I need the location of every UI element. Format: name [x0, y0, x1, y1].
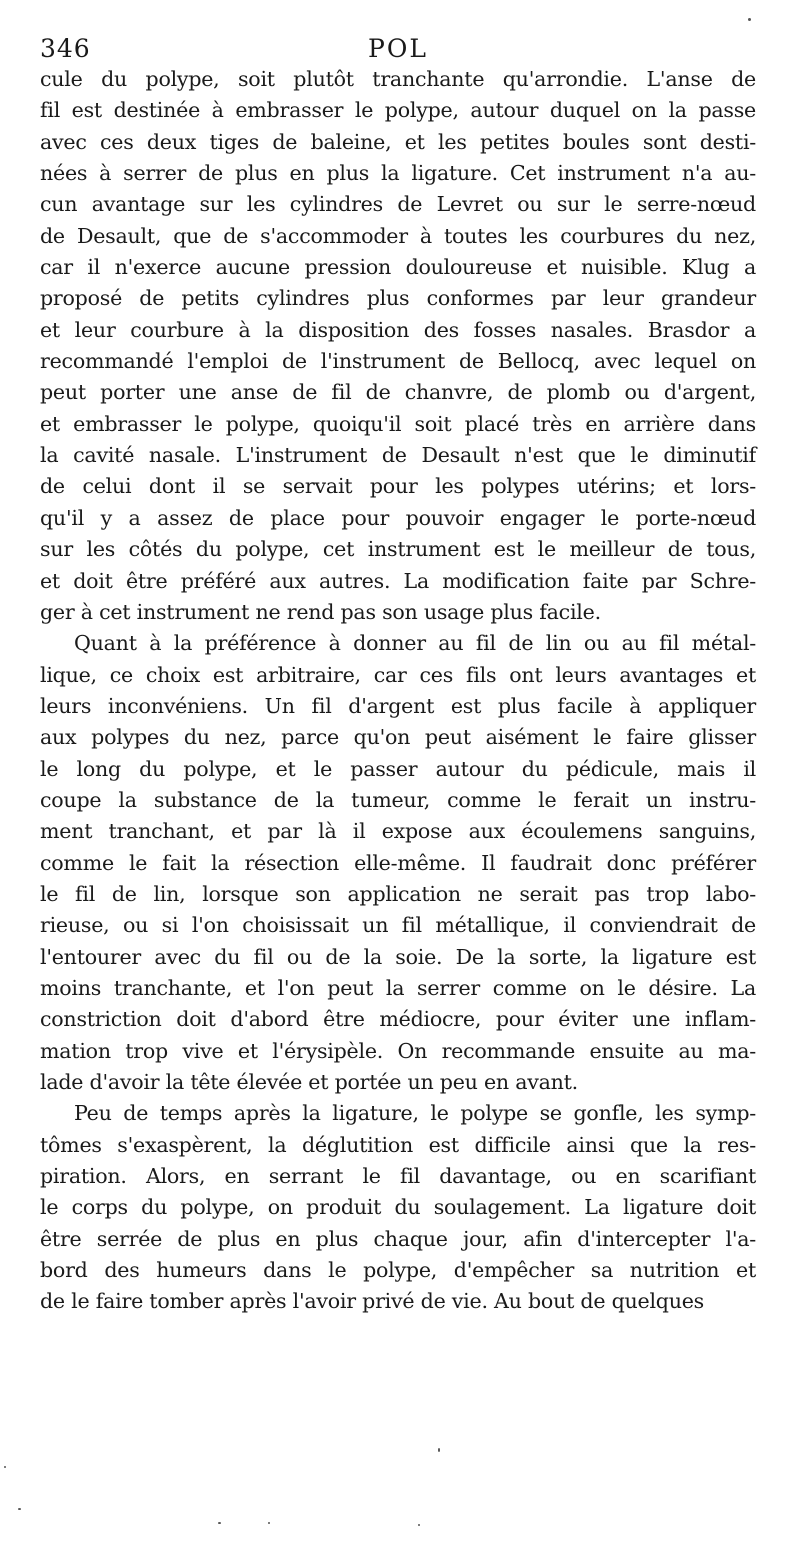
scan-speck: [18, 1508, 21, 1510]
text-line: le fil de lin, lorsque son application ne serait pas trop labo-: [40, 881, 756, 906]
text-line: sur les côtés du polype, cet instrument est le meilleur de tous,: [40, 537, 756, 562]
text-line: recommandé l'emploi de l'instrument de Bellocq, avec lequel on: [40, 349, 756, 374]
body-text: [40, 64, 756, 1318]
scan-speck: [4, 1466, 6, 1468]
text-line: proposé de petits cylindres plus conformes par leur grandeur: [40, 286, 756, 311]
paragraph: [40, 64, 756, 628]
scan-speck: [268, 1522, 270, 1524]
text-line: Quant à la préférence à donner au fil de lin ou au fil métal-: [74, 631, 756, 656]
text-line: de Desault, que de s'accommoder à toutes les courbures du nez,: [40, 223, 756, 248]
text-line: la cavité nasale. L'instrument de Desault n'est que le diminutif: [40, 443, 756, 468]
text-line: être serrée de plus en plus chaque jour, afin d'intercepter l'a-: [40, 1226, 756, 1251]
text-line: fil est destinée à embrasser le polype, autour duquel on la passe: [40, 98, 756, 123]
text-line: et doit être préféré aux autres. La modification faite par Schre-: [40, 568, 756, 593]
text-line: de celui dont il se servait pour les polypes utérins; et lors-: [40, 474, 756, 499]
text-line: mation trop vive et l'érysipèle. On recommande ensuite au ma-: [40, 1038, 756, 1063]
text-line: et leur courbure à la disposition des fosses nasales. Brasdor a: [40, 317, 756, 342]
text-line: lade d'avoir la tête élevée et portée un peu en avant.: [40, 1070, 578, 1094]
paragraph: [40, 628, 756, 1098]
text-line: le corps du polype, on produit du soulagement. La ligature doit: [40, 1195, 756, 1220]
book-page: [40, 28, 756, 1318]
text-line: qu'il y a assez de place pour pouvoir engager le porte-nœud: [40, 505, 756, 530]
text-line: peut porter une anse de fil de chanvre, de plomb ou d'argent,: [40, 380, 756, 405]
scan-speck: [218, 1522, 221, 1524]
text-line: coupe la substance de la tumeur, comme le ferait un instru-: [40, 787, 756, 812]
text-line: piration. Alors, en serrant le fil davantage, ou en scarifiant: [40, 1164, 756, 1189]
text-line: cule du polype, soit plutôt tranchante qu'arrondie. L'anse de: [40, 67, 756, 91]
text-line: nées à serrer de plus en plus la ligature. Cet instrument n'a au-: [40, 161, 756, 186]
paragraph: [40, 1098, 756, 1317]
text-line: de le faire tomber après l'avoir privé de vie. Au bout de quelques: [40, 1289, 704, 1314]
text-line: l'entourer avec du fil ou de la soie. De la sorte, la ligature est: [40, 944, 756, 969]
text-line: aux polypes du nez, parce qu'on peut aisément le faire glisser: [40, 725, 756, 750]
text-line: lique, ce choix est arbitraire, car ces fils ont leurs avantages et: [40, 662, 756, 687]
text-line: Peu de temps après la ligature, le polype se gonfle, les symp-: [74, 1101, 756, 1126]
scan-speck: [438, 1448, 440, 1452]
text-line: comme le fait la résection elle-même. Il faudrait donc préférer: [40, 850, 756, 875]
running-title: POL: [368, 34, 428, 63]
text-line: ment tranchant, et par là il expose aux écoulemens sanguins,: [40, 819, 756, 844]
text-line: et embrasser le polype, quoiqu'il soit placé très en arrière dans: [40, 411, 756, 436]
text-line: tômes s'exaspèrent, la déglutition est difficile ainsi que la res-: [40, 1132, 756, 1157]
text-line: ger à cet instrument ne rend pas son usage plus facile.: [40, 599, 601, 624]
text-line: le long du polype, et le passer autour du pédicule, mais il: [40, 756, 756, 781]
text-line: moins tranchante, et l'on peut la serrer comme on le désire. La: [40, 975, 756, 1000]
scan-speck: [418, 1524, 420, 1526]
text-line: leurs inconvéniens. Un fil d'argent est plus facile à appliquer: [40, 693, 756, 718]
text-line: constriction doit d'abord être médiocre, pour éviter une inflam-: [40, 1007, 756, 1032]
text-line: bord des humeurs dans le polype, d'empêcher sa nutrition et: [40, 1258, 756, 1283]
text-line: avec ces deux tiges de baleine, et les petites boules sont desti-: [40, 129, 756, 154]
page-header: [40, 28, 756, 64]
text-line: cun avantage sur les cylindres de Levret ou sur le serre-nœud: [40, 192, 756, 217]
page-number: 346: [40, 34, 91, 63]
text-line: car il n'exerce aucune pression douloureuse et nuisible. Klug a: [40, 255, 756, 280]
text-line: rieuse, ou si l'on choisissait un fil métallique, il conviendrait de: [40, 913, 756, 938]
scan-speck: [748, 18, 751, 21]
